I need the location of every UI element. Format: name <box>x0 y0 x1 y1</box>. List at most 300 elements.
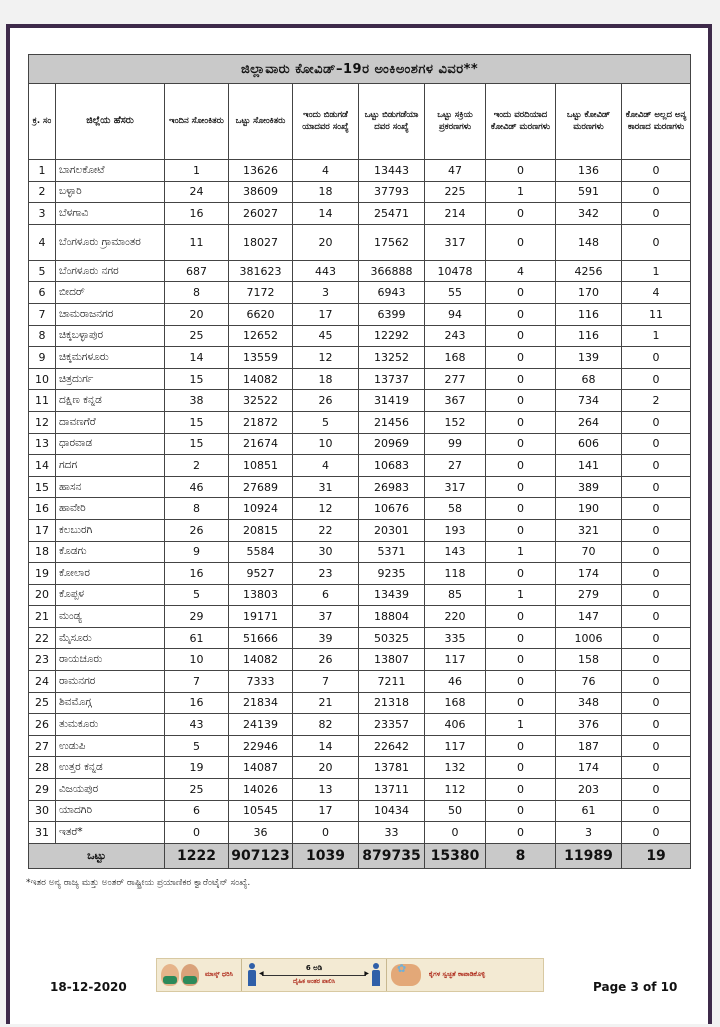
row-active: 220 <box>425 606 486 628</box>
row-total-cases: 26027 <box>229 203 293 225</box>
row-non-covid-deaths: 0 <box>622 476 691 498</box>
row-sl: 24 <box>29 671 56 693</box>
row-active: 10478 <box>425 260 486 282</box>
row-total-deaths: 321 <box>556 519 622 541</box>
row-today-deaths: 1 <box>486 181 556 203</box>
row-total-cases: 24139 <box>229 714 293 736</box>
row-total-deaths: 139 <box>556 347 622 369</box>
row-total-cases: 9527 <box>229 563 293 585</box>
row-total-discharged: 6943 <box>359 282 425 304</box>
row-today-cases: 61 <box>165 627 229 649</box>
row-today-discharged: 6 <box>293 584 359 606</box>
row-total-cases: 19171 <box>229 606 293 628</box>
row-today-cases: 25 <box>165 325 229 347</box>
total-total-discharged: 879735 <box>359 843 425 868</box>
row-active: 168 <box>425 347 486 369</box>
row-active: 132 <box>425 757 486 779</box>
row-district: ಕೊಡಗು <box>56 541 165 563</box>
row-today-deaths: 0 <box>486 519 556 541</box>
page-total: 10 <box>660 980 678 994</box>
row-district: ಚಾಮರಾಜನಗರ <box>56 303 165 325</box>
row-district: ಬಾಗಲಕೋಟೆ <box>56 160 165 182</box>
row-sl: 1 <box>29 160 56 182</box>
row-total-discharged: 37793 <box>359 181 425 203</box>
row-active: 112 <box>425 779 486 801</box>
row-active: 117 <box>425 649 486 671</box>
row-non-covid-deaths: 0 <box>622 224 691 260</box>
row-non-covid-deaths: 1 <box>622 260 691 282</box>
total-today-discharged: 1039 <box>293 843 359 868</box>
row-total-deaths: 70 <box>556 541 622 563</box>
row-today-deaths: 0 <box>486 649 556 671</box>
row-sl: 21 <box>29 606 56 628</box>
row-active: 99 <box>425 433 486 455</box>
row-non-covid-deaths: 0 <box>622 671 691 693</box>
masked-face-icon <box>181 964 199 986</box>
row-total-deaths: 734 <box>556 390 622 412</box>
row-total-deaths: 4256 <box>556 260 622 282</box>
row-active: 55 <box>425 282 486 304</box>
row-total-cases: 13626 <box>229 160 293 182</box>
page-middle: of <box>638 980 661 994</box>
row-total-deaths: 116 <box>556 303 622 325</box>
row-total-discharged: 25471 <box>359 203 425 225</box>
row-today-cases: 5 <box>165 584 229 606</box>
row-non-covid-deaths: 0 <box>622 606 691 628</box>
row-today-cases: 11 <box>165 224 229 260</box>
row-today-discharged: 22 <box>293 519 359 541</box>
row-today-deaths: 1 <box>486 541 556 563</box>
row-non-covid-deaths: 0 <box>622 822 691 844</box>
total-today-deaths: 8 <box>486 843 556 868</box>
row-today-deaths: 0 <box>486 671 556 693</box>
row-sl: 10 <box>29 368 56 390</box>
row-non-covid-deaths: 0 <box>622 455 691 477</box>
row-district: ಗದಗ <box>56 455 165 477</box>
row-today-discharged: 14 <box>293 203 359 225</box>
total-total-cases: 907123 <box>229 843 293 868</box>
row-total-discharged: 20969 <box>359 433 425 455</box>
row-today-deaths: 0 <box>486 476 556 498</box>
row-today-cases: 16 <box>165 692 229 714</box>
row-non-covid-deaths: 0 <box>622 779 691 801</box>
row-total-cases: 20815 <box>229 519 293 541</box>
row-total-deaths: 264 <box>556 411 622 433</box>
row-active: 50 <box>425 800 486 822</box>
row-today-cases: 43 <box>165 714 229 736</box>
row-today-cases: 24 <box>165 181 229 203</box>
row-today-cases: 16 <box>165 203 229 225</box>
row-district: ಇತರೆ* <box>56 822 165 844</box>
row-today-discharged: 10 <box>293 433 359 455</box>
row-today-discharged: 26 <box>293 649 359 671</box>
row-total-discharged: 366888 <box>359 260 425 282</box>
total-non-covid-deaths: 19 <box>622 843 691 868</box>
row-non-covid-deaths: 4 <box>622 282 691 304</box>
row-today-deaths: 0 <box>486 627 556 649</box>
row-today-deaths: 0 <box>486 325 556 347</box>
header-total-discharged: ಒಟ್ಟು ಬಿಡುಗಡೆಯಾ ದವರ ಸಂಖ್ಯೆ <box>359 84 425 160</box>
row-sl: 14 <box>29 455 56 477</box>
row-total-deaths: 148 <box>556 224 622 260</box>
row-active: 406 <box>425 714 486 736</box>
row-today-deaths: 0 <box>486 455 556 477</box>
row-sl: 29 <box>29 779 56 801</box>
row-district: ದಾವಣಗೆರೆ <box>56 411 165 433</box>
row-active: 225 <box>425 181 486 203</box>
row-total-discharged: 13807 <box>359 649 425 671</box>
row-today-cases: 6 <box>165 800 229 822</box>
row-today-discharged: 4 <box>293 455 359 477</box>
totals-label: ಒಟ್ಟು <box>29 843 165 868</box>
report-date: 18-12-2020 <box>50 980 127 994</box>
header-total-deaths: ಒಟ್ಟು ಕೋವಿಡ್ ಮರಣಗಳು <box>556 84 622 160</box>
row-total-cases: 10924 <box>229 498 293 520</box>
row-active: 46 <box>425 671 486 693</box>
row-today-cases: 9 <box>165 541 229 563</box>
row-total-deaths: 190 <box>556 498 622 520</box>
table-row <box>29 563 691 585</box>
row-total-deaths: 203 <box>556 779 622 801</box>
row-total-discharged: 31419 <box>359 390 425 412</box>
row-total-discharged: 9235 <box>359 563 425 585</box>
header-total-cases: ಒಟ್ಟು ಸೋಂಕಿತರು <box>229 84 293 160</box>
row-today-discharged: 4 <box>293 160 359 182</box>
row-today-discharged: 12 <box>293 347 359 369</box>
row-total-cases: 32522 <box>229 390 293 412</box>
row-active: 143 <box>425 541 486 563</box>
table-row <box>29 303 691 325</box>
row-total-deaths: 3 <box>556 822 622 844</box>
row-total-deaths: 158 <box>556 649 622 671</box>
row-non-covid-deaths: 0 <box>622 433 691 455</box>
table-row <box>29 649 691 671</box>
row-total-cases: 21872 <box>229 411 293 433</box>
row-district: ಬೆಳಗಾವಿ <box>56 203 165 225</box>
row-district: ಬೆಂಗಳೂರು ಗ್ರಾಮಾಂತರ <box>56 224 165 260</box>
row-today-deaths: 0 <box>486 563 556 585</box>
stats-table-wrap <box>28 54 690 869</box>
row-district: ವಿಜಯಪುರ <box>56 779 165 801</box>
row-today-deaths: 0 <box>486 606 556 628</box>
row-today-deaths: 0 <box>486 433 556 455</box>
page-current: 3 <box>630 980 639 994</box>
row-active: 243 <box>425 325 486 347</box>
row-total-deaths: 279 <box>556 584 622 606</box>
row-total-deaths: 76 <box>556 671 622 693</box>
row-non-covid-deaths: 0 <box>622 757 691 779</box>
row-sl: 7 <box>29 303 56 325</box>
row-total-discharged: 13711 <box>359 779 425 801</box>
row-sl: 9 <box>29 347 56 369</box>
row-sl: 20 <box>29 584 56 606</box>
table-row <box>29 181 691 203</box>
row-today-discharged: 13 <box>293 779 359 801</box>
row-sl: 26 <box>29 714 56 736</box>
district-stats-table <box>28 54 691 869</box>
row-sl: 2 <box>29 181 56 203</box>
row-today-cases: 26 <box>165 519 229 541</box>
row-total-discharged: 17562 <box>359 224 425 260</box>
header-district: ಜಿಲ್ಲೆಯ ಹೆಸರು <box>56 84 165 160</box>
row-total-discharged: 10434 <box>359 800 425 822</box>
header-today-cases: ಇಂದಿನ ಸೋಂಕಿತರು <box>165 84 229 160</box>
row-sl: 13 <box>29 433 56 455</box>
row-total-cases: 21674 <box>229 433 293 455</box>
header-today-deaths: ಇಂದು ವರದಿಯಾದ ಕೋವಿಡ್ ಮರಣಗಳು <box>486 84 556 160</box>
row-total-discharged: 13781 <box>359 757 425 779</box>
row-total-deaths: 68 <box>556 368 622 390</box>
row-total-cases: 381623 <box>229 260 293 282</box>
table-body <box>29 160 691 844</box>
row-total-cases: 6620 <box>229 303 293 325</box>
row-sl: 19 <box>29 563 56 585</box>
row-total-deaths: 187 <box>556 735 622 757</box>
row-total-cases: 7172 <box>229 282 293 304</box>
row-total-deaths: 376 <box>556 714 622 736</box>
row-today-deaths: 0 <box>486 224 556 260</box>
row-today-discharged: 31 <box>293 476 359 498</box>
row-total-cases: 36 <box>229 822 293 844</box>
row-non-covid-deaths: 0 <box>622 563 691 585</box>
totals-row <box>29 843 691 868</box>
row-today-deaths: 0 <box>486 822 556 844</box>
row-today-deaths: 0 <box>486 347 556 369</box>
table-row <box>29 433 691 455</box>
row-today-discharged: 39 <box>293 627 359 649</box>
row-district: ಬೀದರ್ <box>56 282 165 304</box>
row-active: 58 <box>425 498 486 520</box>
table-row <box>29 455 691 477</box>
row-today-cases: 7 <box>165 671 229 693</box>
row-total-cases: 10545 <box>229 800 293 822</box>
row-non-covid-deaths: 0 <box>622 160 691 182</box>
row-total-deaths: 170 <box>556 282 622 304</box>
row-district: ಚಿಕ್ಕಬಳ್ಳಾಪುರ <box>56 325 165 347</box>
row-today-cases: 29 <box>165 606 229 628</box>
row-sl: 12 <box>29 411 56 433</box>
row-total-discharged: 12292 <box>359 325 425 347</box>
row-non-covid-deaths: 1 <box>622 325 691 347</box>
row-sl: 4 <box>29 224 56 260</box>
row-district: ಕೊಪ್ಪಳ <box>56 584 165 606</box>
row-sl: 28 <box>29 757 56 779</box>
row-total-cases: 21834 <box>229 692 293 714</box>
row-today-discharged: 0 <box>293 822 359 844</box>
row-today-deaths: 0 <box>486 800 556 822</box>
row-today-discharged: 14 <box>293 735 359 757</box>
row-district: ಮಂಡ್ಯ <box>56 606 165 628</box>
row-active: 27 <box>425 455 486 477</box>
row-sl: 23 <box>29 649 56 671</box>
row-today-discharged: 20 <box>293 224 359 260</box>
row-today-cases: 8 <box>165 498 229 520</box>
row-total-deaths: 389 <box>556 476 622 498</box>
row-district: ಶಿವಮೊಗ್ಗ <box>56 692 165 714</box>
table-row <box>29 714 691 736</box>
table-row <box>29 541 691 563</box>
row-today-deaths: 0 <box>486 779 556 801</box>
row-today-discharged: 26 <box>293 390 359 412</box>
row-today-cases: 15 <box>165 433 229 455</box>
row-today-discharged: 5 <box>293 411 359 433</box>
footnote: *ಇತರ ಅನ್ಯ ರಾಜ್ಯ ಮತ್ತು ಅಂತರ್ ರಾಷ್ಟ್ರೀಯ ಪ್ರಯಾಣಿಕರ ಕ್ವಾರೆಂಟೈನ್ ಸಂಖ್ಯೆ. <box>26 878 251 888</box>
row-today-deaths: 0 <box>486 282 556 304</box>
row-district: ದಕ್ಷಿಣ ಕನ್ನಡ <box>56 390 165 412</box>
row-sl: 22 <box>29 627 56 649</box>
row-district: ಮೈಸೂರು <box>56 627 165 649</box>
row-today-discharged: 18 <box>293 368 359 390</box>
row-today-discharged: 21 <box>293 692 359 714</box>
row-total-discharged: 5371 <box>359 541 425 563</box>
row-today-discharged: 20 <box>293 757 359 779</box>
row-non-covid-deaths: 0 <box>622 627 691 649</box>
row-today-cases: 46 <box>165 476 229 498</box>
row-sl: 31 <box>29 822 56 844</box>
row-today-discharged: 37 <box>293 606 359 628</box>
row-total-deaths: 342 <box>556 203 622 225</box>
hygiene-label: ಕೈಗಳ ಸ್ವಚ್ಛತೆ ಕಾಪಾಡಿಕೊಳ್ಳಿ <box>428 970 486 979</box>
row-non-covid-deaths: 0 <box>622 411 691 433</box>
row-active: 193 <box>425 519 486 541</box>
row-total-deaths: 591 <box>556 181 622 203</box>
row-total-discharged: 26983 <box>359 476 425 498</box>
row-today-deaths: 4 <box>486 260 556 282</box>
distance-segment <box>242 959 387 991</box>
table-row <box>29 160 691 182</box>
table-row <box>29 390 691 412</box>
row-total-discharged: 20301 <box>359 519 425 541</box>
row-today-discharged: 443 <box>293 260 359 282</box>
table-row <box>29 325 691 347</box>
row-today-cases: 19 <box>165 757 229 779</box>
table-row <box>29 347 691 369</box>
row-total-cases: 18027 <box>229 224 293 260</box>
row-sl: 6 <box>29 282 56 304</box>
row-total-deaths: 1006 <box>556 627 622 649</box>
table-row <box>29 606 691 628</box>
row-total-deaths: 174 <box>556 563 622 585</box>
row-today-deaths: 1 <box>486 714 556 736</box>
row-today-deaths: 0 <box>486 498 556 520</box>
row-today-cases: 1 <box>165 160 229 182</box>
row-total-cases: 14026 <box>229 779 293 801</box>
row-total-discharged: 13737 <box>359 368 425 390</box>
row-total-discharged: 13439 <box>359 584 425 606</box>
row-today-discharged: 17 <box>293 800 359 822</box>
header-non-covid-deaths: ಕೋವಿಡ್ ಅಲ್ಲದ ಅನ್ಯ ಕಾರಣದ ಮರಣಗಳು <box>622 84 691 160</box>
row-sl: 27 <box>29 735 56 757</box>
row-district: ಕೋಲಾರ <box>56 563 165 585</box>
row-non-covid-deaths: 0 <box>622 800 691 822</box>
row-today-cases: 38 <box>165 390 229 412</box>
row-total-cases: 14082 <box>229 368 293 390</box>
row-non-covid-deaths: 2 <box>622 390 691 412</box>
row-non-covid-deaths: 0 <box>622 541 691 563</box>
row-today-cases: 10 <box>165 649 229 671</box>
row-total-discharged: 6399 <box>359 303 425 325</box>
row-today-discharged: 82 <box>293 714 359 736</box>
row-non-covid-deaths: 0 <box>622 519 691 541</box>
row-active: 0 <box>425 822 486 844</box>
row-non-covid-deaths: 0 <box>622 735 691 757</box>
total-today-cases: 1222 <box>165 843 229 868</box>
hygiene-segment <box>387 959 493 991</box>
row-active: 94 <box>425 303 486 325</box>
row-today-deaths: 0 <box>486 203 556 225</box>
table-row <box>29 224 691 260</box>
row-sl: 30 <box>29 800 56 822</box>
row-total-discharged: 21318 <box>359 692 425 714</box>
header-active: ಒಟ್ಟು ಸಕ್ರಿಯ ಪ್ರಕರಣಗಳು <box>425 84 486 160</box>
row-district: ಉಡುಪಿ <box>56 735 165 757</box>
row-today-cases: 15 <box>165 411 229 433</box>
row-total-cases: 13803 <box>229 584 293 606</box>
row-total-cases: 38609 <box>229 181 293 203</box>
row-district: ತುಮಕೂರು <box>56 714 165 736</box>
row-total-cases: 10851 <box>229 455 293 477</box>
row-today-discharged: 12 <box>293 498 359 520</box>
distance-label: ದೈಹಿಕ ಅಂತರ ಪಾಲಿಸಿ <box>292 978 336 985</box>
row-total-discharged: 10676 <box>359 498 425 520</box>
row-today-deaths: 0 <box>486 757 556 779</box>
table-row <box>29 368 691 390</box>
table-row <box>29 476 691 498</box>
row-today-deaths: 0 <box>486 303 556 325</box>
row-today-cases: 5 <box>165 735 229 757</box>
row-total-discharged: 33 <box>359 822 425 844</box>
table-row <box>29 692 691 714</box>
row-non-covid-deaths: 0 <box>622 714 691 736</box>
row-active: 277 <box>425 368 486 390</box>
row-total-cases: 27689 <box>229 476 293 498</box>
page-prefix: Page <box>593 980 631 994</box>
header-sl: ಕ್ರ. ಸಂ <box>29 84 56 160</box>
row-total-deaths: 606 <box>556 433 622 455</box>
person-icon <box>370 963 382 987</box>
row-today-deaths: 0 <box>486 411 556 433</box>
row-today-cases: 8 <box>165 282 229 304</box>
row-total-discharged: 22642 <box>359 735 425 757</box>
row-sl: 25 <box>29 692 56 714</box>
row-district: ಬಳ್ಳಾರಿ <box>56 181 165 203</box>
total-total-deaths: 11989 <box>556 843 622 868</box>
table-row <box>29 282 691 304</box>
row-total-discharged: 13443 <box>359 160 425 182</box>
row-today-cases: 15 <box>165 368 229 390</box>
row-total-discharged: 50325 <box>359 627 425 649</box>
row-non-covid-deaths: 0 <box>622 498 691 520</box>
row-today-deaths: 0 <box>486 368 556 390</box>
row-total-deaths: 174 <box>556 757 622 779</box>
row-district: ಉತ್ತರ ಕನ್ನಡ <box>56 757 165 779</box>
table-row <box>29 822 691 844</box>
row-sl: 8 <box>29 325 56 347</box>
row-today-discharged: 7 <box>293 671 359 693</box>
row-today-cases: 16 <box>165 563 229 585</box>
row-active: 168 <box>425 692 486 714</box>
row-non-covid-deaths: 0 <box>622 649 691 671</box>
row-total-cases: 5584 <box>229 541 293 563</box>
row-district: ಧಾರವಾಡ <box>56 433 165 455</box>
row-total-deaths: 141 <box>556 455 622 477</box>
page-number <box>593 980 677 994</box>
row-sl: 15 <box>29 476 56 498</box>
row-today-deaths: 0 <box>486 692 556 714</box>
row-total-cases: 14087 <box>229 757 293 779</box>
mask-segment <box>157 959 242 991</box>
row-today-deaths: 0 <box>486 160 556 182</box>
